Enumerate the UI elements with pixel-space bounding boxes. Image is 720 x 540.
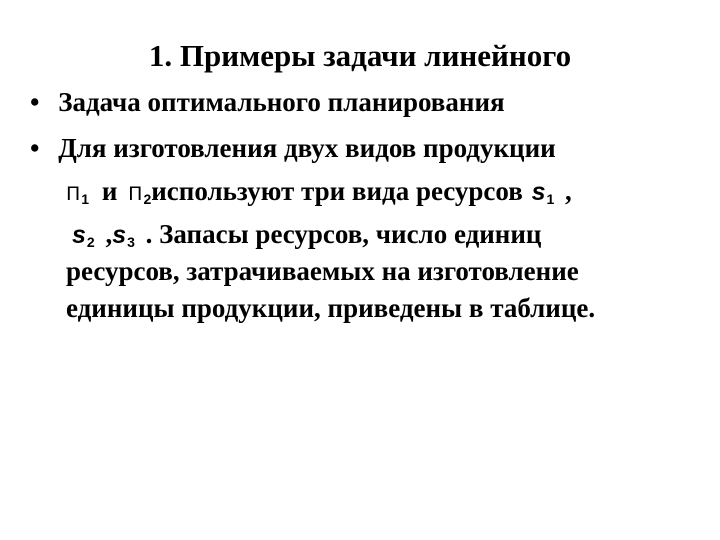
bullet-item-2	[30, 133, 556, 164]
resources-text: . Запасы ресурсов, число единиц	[145, 219, 542, 249]
uses-text: используют три вида ресурсов	[151, 176, 523, 206]
slide-title: 1. Примеры задачи линейного	[148, 38, 572, 73]
p1-symbol: П1	[66, 183, 90, 207]
bullet-text-line4: ресурсов, затрачиваемых на изготовление	[66, 256, 579, 286]
and-word: и	[101, 176, 118, 206]
bullet-item-1	[30, 87, 505, 118]
comma: ,	[565, 176, 572, 206]
bullet-marker: •	[30, 87, 40, 117]
p2-symbol: П2	[128, 183, 152, 207]
s3-symbol: s3	[112, 221, 135, 250]
bullet-text-line2	[66, 176, 572, 207]
bullet-text: Задача оптимального планирования	[58, 87, 505, 117]
comma: ,	[105, 219, 113, 249]
s1-symbol: s1	[531, 178, 555, 207]
bullet-text-line1: Для изготовления двух видов продукции	[58, 133, 556, 163]
bullet-marker: •	[30, 133, 40, 163]
bullet-text-line5: единицы продукции, приведены в таблице.	[66, 293, 596, 323]
s2-symbol: s2	[72, 221, 95, 250]
bullet-text-line3	[72, 219, 541, 250]
